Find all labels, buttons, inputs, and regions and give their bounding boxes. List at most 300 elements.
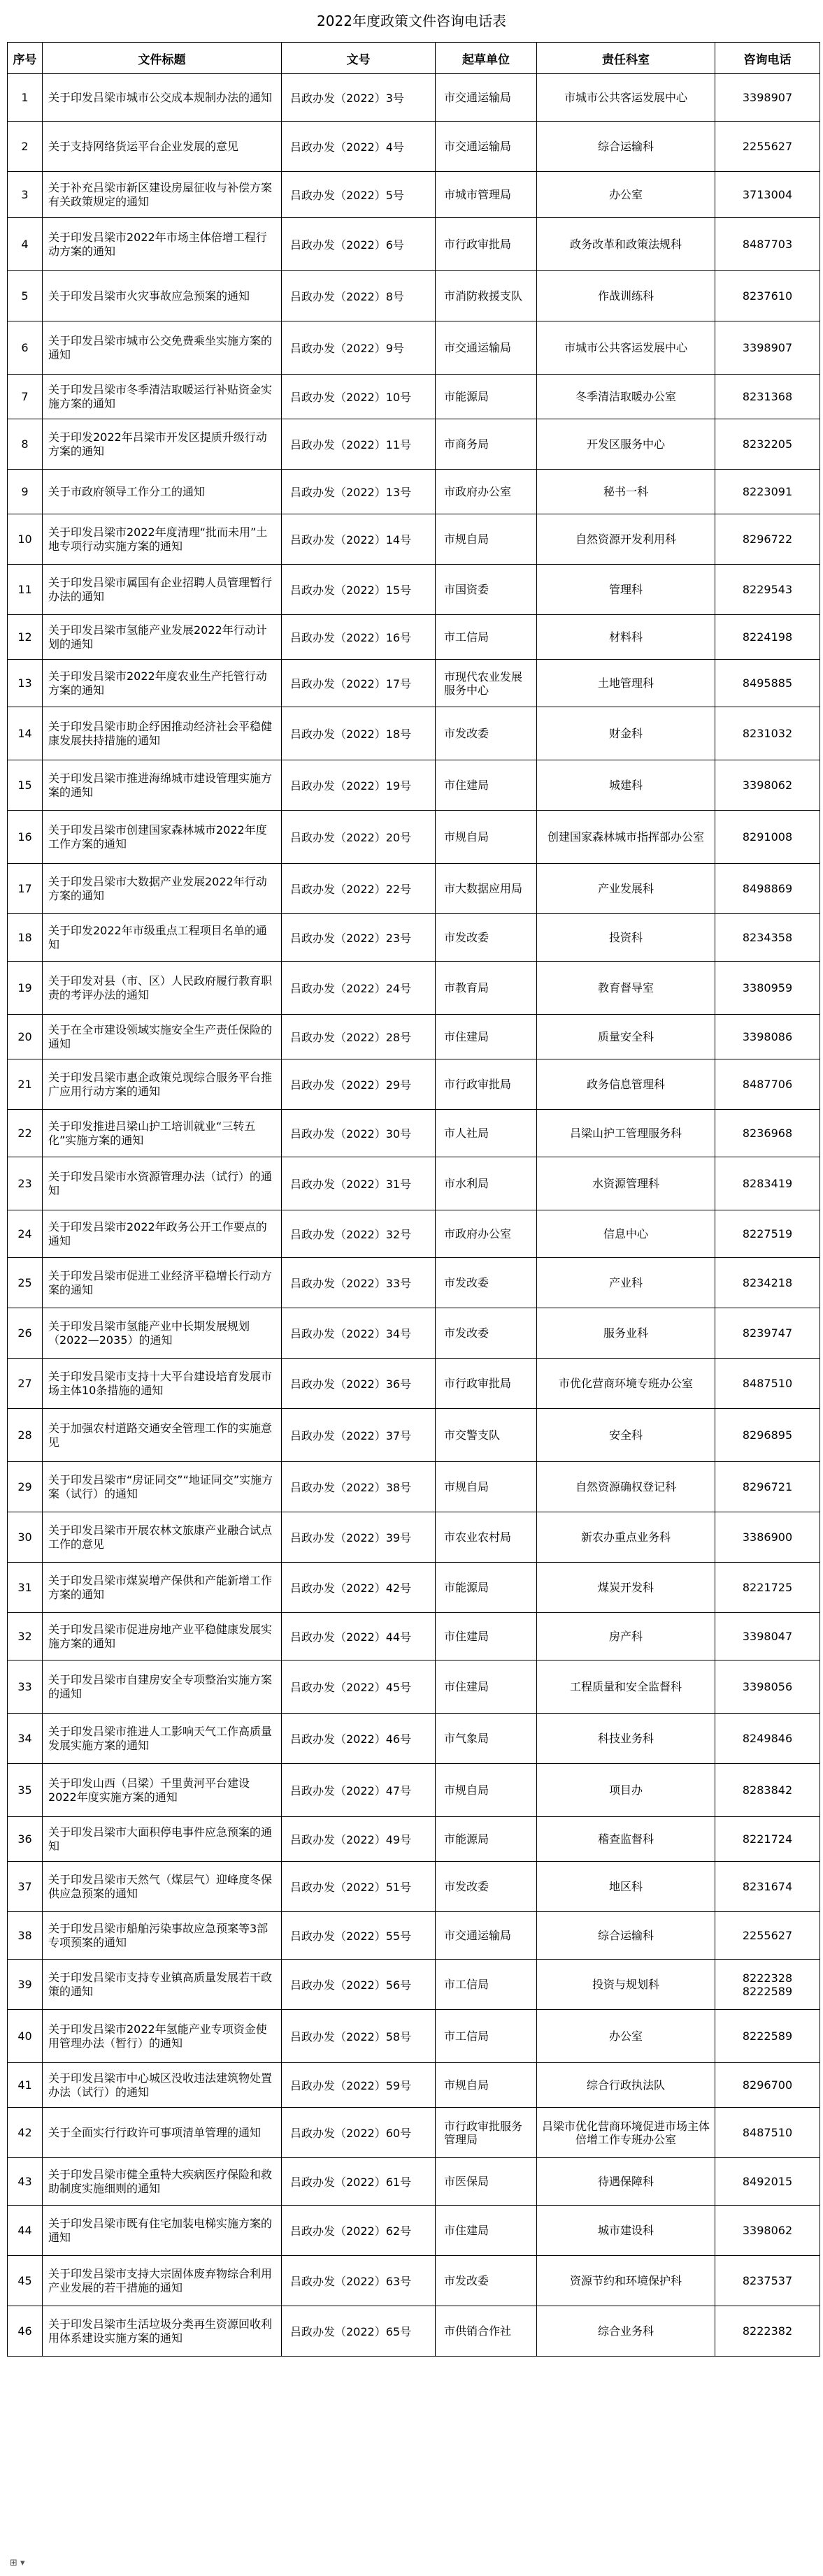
table-row <box>8 1359 820 1409</box>
doc-title: 关于印发吕梁市助企纾困推动经济社会平稳健康发展扶持措施的通知 <box>43 707 282 760</box>
row-number: 37 <box>8 1862 43 1912</box>
table-row <box>8 1157 820 1210</box>
doc-number: 吕政办发（2022）63号 <box>282 2256 436 2306</box>
table-row <box>8 2063 820 2108</box>
responsible-section: 办公室 <box>537 172 715 218</box>
responsible-section: 服务业科 <box>537 1308 715 1359</box>
doc-title: 关于印发吕梁市开展农林文旅康产业融合试点工作的意见 <box>43 1512 282 1563</box>
drafting-unit: 市发改委 <box>436 707 537 760</box>
row-number: 17 <box>8 864 43 914</box>
doc-title: 关于印发吕梁市城市公交免费乘坐实施方案的通知 <box>43 321 282 375</box>
doc-number: 吕政办发（2022）24号 <box>282 962 436 1015</box>
responsible-section: 综合运输科 <box>537 1912 715 1960</box>
table-row <box>8 962 820 1015</box>
drafting-unit: 市发改委 <box>436 1258 537 1308</box>
doc-number: 吕政办发（2022）20号 <box>282 811 436 864</box>
table-row <box>8 811 820 864</box>
row-number: 38 <box>8 1912 43 1960</box>
drafting-unit: 市消防救援支队 <box>436 271 537 321</box>
responsible-section: 水资源管理科 <box>537 1157 715 1210</box>
doc-title: 关于印发吕梁市推进海绵城市建设管理实施方案的通知 <box>43 760 282 811</box>
row-number: 10 <box>8 514 43 565</box>
phone-number: 8487510 <box>715 1359 820 1409</box>
responsible-section: 煤炭开发科 <box>537 1563 715 1613</box>
doc-title: 关于印发山西（吕梁）千里黄河平台建设2022年度实施方案的通知 <box>43 1764 282 1817</box>
responsible-section: 投资科 <box>537 914 715 962</box>
phone-number: 8237537 <box>715 2256 820 2306</box>
drafting-unit: 市政府办公室 <box>436 470 537 514</box>
row-number: 41 <box>8 2063 43 2108</box>
phone-number: 3398047 <box>715 1613 820 1660</box>
drafting-unit: 市商务局 <box>436 419 537 470</box>
drafting-unit: 市交通运输局 <box>436 122 537 172</box>
table-body <box>8 74 820 2357</box>
doc-number: 吕政办发（2022）11号 <box>282 419 436 470</box>
drafting-unit: 市工信局 <box>436 615 537 660</box>
doc-number: 吕政办发（2022）58号 <box>282 2010 436 2063</box>
row-number: 15 <box>8 760 43 811</box>
doc-number: 吕政办发（2022）14号 <box>282 514 436 565</box>
doc-title: 关于印发吕梁市2022年政务公开工作要点的通知 <box>43 1210 282 1258</box>
drafting-unit: 市教育局 <box>436 962 537 1015</box>
phone-number: 8296895 <box>715 1409 820 1462</box>
responsible-section: 城市建设科 <box>537 2206 715 2256</box>
doc-title: 关于印发吕梁市既有住宅加装电梯实施方案的通知 <box>43 2206 282 2256</box>
row-number: 19 <box>8 962 43 1015</box>
table-row <box>8 1308 820 1359</box>
drafting-unit: 市人社局 <box>436 1110 537 1157</box>
responsible-section: 资源节约和环境保护科 <box>537 2256 715 2306</box>
table-row <box>8 914 820 962</box>
table-row <box>8 2158 820 2206</box>
row-number: 44 <box>8 2206 43 2256</box>
doc-number: 吕政办发（2022）39号 <box>282 1512 436 1563</box>
doc-number: 吕政办发（2022）6号 <box>282 218 436 271</box>
row-number: 7 <box>8 375 43 419</box>
responsible-section: 办公室 <box>537 2010 715 2063</box>
header-no: 序号 <box>8 43 43 74</box>
row-number: 34 <box>8 1714 43 1764</box>
table-row <box>8 1258 820 1308</box>
row-number: 9 <box>8 470 43 514</box>
table-row <box>8 2010 820 2063</box>
row-number: 43 <box>8 2158 43 2206</box>
doc-title: 关于在全市建设领域实施安全生产责任保险的通知 <box>43 1015 282 1059</box>
responsible-section: 吕梁山护工管理服务科 <box>537 1110 715 1157</box>
doc-title: 关于印发吕梁市自建房安全专项整治实施方案的通知 <box>43 1660 282 1714</box>
phone-number: 8495885 <box>715 660 820 707</box>
doc-number: 吕政办发（2022）18号 <box>282 707 436 760</box>
doc-title: 关于印发推进吕梁山护工培训就业“三转五化”实施方案的通知 <box>43 1110 282 1157</box>
responsible-section: 房产科 <box>537 1613 715 1660</box>
doc-number: 吕政办发（2022）9号 <box>282 321 436 375</box>
responsible-section: 安全科 <box>537 1409 715 1462</box>
phone-number: 3713004 <box>715 172 820 218</box>
row-number: 35 <box>8 1764 43 1817</box>
phone-number: 8231674 <box>715 1862 820 1912</box>
table-row <box>8 2256 820 2306</box>
doc-number: 吕政办发（2022）47号 <box>282 1764 436 1817</box>
drafting-unit: 市发改委 <box>436 914 537 962</box>
table-row <box>8 2306 820 2357</box>
responsible-section: 市城市公共客运发展中心 <box>537 74 715 122</box>
table-title: 2022年度政策文件咨询电话表 <box>317 13 506 29</box>
phone-number: 8222589 <box>715 2010 820 2063</box>
doc-number: 吕政办发（2022）5号 <box>282 172 436 218</box>
responsible-section: 综合业务科 <box>537 2306 715 2357</box>
table-row <box>8 419 820 470</box>
table-row <box>8 760 820 811</box>
doc-number: 吕政办发（2022）42号 <box>282 1563 436 1613</box>
table-row <box>8 271 820 321</box>
doc-number: 吕政办发（2022）13号 <box>282 470 436 514</box>
phone-number: 8234358 <box>715 914 820 962</box>
phone-number: 8234218 <box>715 1258 820 1308</box>
doc-title: 关于印发吕梁市天然气（煤层气）迎峰度冬保供应急预案的通知 <box>43 1862 282 1912</box>
doc-title: 关于印发吕梁市船舶污染事故应急预案等3部专项预案的通知 <box>43 1912 282 1960</box>
drafting-unit: 市国资委 <box>436 565 537 615</box>
doc-title: 关于支持网络货运平台企业发展的意见 <box>43 122 282 172</box>
doc-number: 吕政办发（2022）34号 <box>282 1308 436 1359</box>
responsible-section: 新农办重点业务科 <box>537 1512 715 1563</box>
drafting-unit: 市发改委 <box>436 2256 537 2306</box>
doc-title: 关于印发吕梁市生活垃圾分类再生资源回收利用体系建设实施方案的通知 <box>43 2306 282 2357</box>
row-number: 16 <box>8 811 43 864</box>
row-number: 3 <box>8 172 43 218</box>
responsible-section: 自然资源开发利用科 <box>537 514 715 565</box>
phone-number: 8291008 <box>715 811 820 864</box>
responsible-section: 创建国家森林城市指挥部办公室 <box>537 811 715 864</box>
doc-number: 吕政办发（2022）3号 <box>282 74 436 122</box>
table-row <box>8 864 820 914</box>
table-row <box>8 1409 820 1462</box>
drafting-unit: 市交通运输局 <box>436 1912 537 1960</box>
row-number: 26 <box>8 1308 43 1359</box>
drafting-unit: 市规自局 <box>436 1764 537 1817</box>
row-number: 21 <box>8 1059 43 1110</box>
table-row <box>8 1764 820 1817</box>
drafting-unit: 市气象局 <box>436 1714 537 1764</box>
table-row <box>8 218 820 271</box>
table-row <box>8 172 820 218</box>
phone-number: 8296722 <box>715 514 820 565</box>
drafting-unit: 市行政审批局 <box>436 1059 537 1110</box>
responsible-section: 科技业务科 <box>537 1714 715 1764</box>
doc-number: 吕政办发（2022）16号 <box>282 615 436 660</box>
row-number: 31 <box>8 1563 43 1613</box>
responsible-section: 财金科 <box>537 707 715 760</box>
doc-number: 吕政办发（2022）38号 <box>282 1462 436 1512</box>
responsible-section: 开发区服务中心 <box>537 419 715 470</box>
table-row <box>8 1462 820 1512</box>
doc-number: 吕政办发（2022）59号 <box>282 2063 436 2108</box>
table-row <box>8 1210 820 1258</box>
drafting-unit: 市住建局 <box>436 760 537 811</box>
phone-number: 8231032 <box>715 707 820 760</box>
table-row <box>8 1660 820 1714</box>
table-row <box>8 1512 820 1563</box>
row-number: 40 <box>8 2010 43 2063</box>
table-row <box>8 1817 820 1862</box>
drafting-unit: 市发改委 <box>436 1308 537 1359</box>
phone-number: 8236968 <box>715 1110 820 1157</box>
row-number: 23 <box>8 1157 43 1210</box>
phone-number: 3398056 <box>715 1660 820 1714</box>
phone-number: 8283419 <box>715 1157 820 1210</box>
drafting-unit: 市规自局 <box>436 2063 537 2108</box>
doc-title: 关于印发吕梁市推进人工影响天气工作高质量发展实施方案的通知 <box>43 1714 282 1764</box>
phone-number: 8283842 <box>715 1764 820 1817</box>
responsible-section: 信息中心 <box>537 1210 715 1258</box>
doc-title: 关于印发吕梁市2022年市场主体倍增工程行动方案的通知 <box>43 218 282 271</box>
phone-number: 8221725 <box>715 1563 820 1613</box>
phone-number: 8487510 <box>715 2108 820 2158</box>
row-number: 42 <box>8 2108 43 2158</box>
row-number: 36 <box>8 1817 43 1862</box>
doc-title: 关于印发吕梁市2022年度清理“批而未用”土地专项行动实施方案的通知 <box>43 514 282 565</box>
responsible-section: 稽查监督科 <box>537 1817 715 1862</box>
doc-title: 关于印发吕梁市支持专业镇高质量发展若干政策的通知 <box>43 1960 282 2010</box>
doc-title: 关于加强农村道路交通安全管理工作的实施意见 <box>43 1409 282 1462</box>
drafting-unit: 市发改委 <box>436 1862 537 1912</box>
doc-number: 吕政办发（2022）46号 <box>282 1714 436 1764</box>
row-number: 2 <box>8 122 43 172</box>
drafting-unit: 市规自局 <box>436 1462 537 1512</box>
doc-title: 关于印发吕梁市大面积停电事件应急预案的通知 <box>43 1817 282 1862</box>
phone-number: 3398907 <box>715 321 820 375</box>
phone-number: 8229543 <box>715 565 820 615</box>
phone-number: 8227519 <box>715 1210 820 1258</box>
responsible-section: 市城市公共客运发展中心 <box>537 321 715 375</box>
doc-title: 关于印发2022年吕梁市开发区提质升级行动方案的通知 <box>43 419 282 470</box>
responsible-section: 市优化营商环境专班办公室 <box>537 1359 715 1409</box>
responsible-section: 吕梁市优化营商环境促进市场主体倍增工作专班办公室 <box>537 2108 715 2158</box>
responsible-section: 作战训练科 <box>537 271 715 321</box>
responsible-section: 土地管理科 <box>537 660 715 707</box>
drafting-unit: 市交通运输局 <box>436 321 537 375</box>
drafting-unit: 市住建局 <box>436 1660 537 1714</box>
table-row <box>8 74 820 122</box>
phone-number: 8221724 <box>715 1817 820 1862</box>
doc-number: 吕政办发（2022）36号 <box>282 1359 436 1409</box>
row-number: 32 <box>8 1613 43 1660</box>
row-number: 28 <box>8 1409 43 1462</box>
row-number: 24 <box>8 1210 43 1258</box>
phone-number: 8296700 <box>715 2063 820 2108</box>
responsible-section: 工程质量和安全监督科 <box>537 1660 715 1714</box>
row-number: 14 <box>8 707 43 760</box>
table-row <box>8 2108 820 2158</box>
phone-number: 8222382 <box>715 2306 820 2357</box>
drafting-unit: 市工信局 <box>436 2010 537 2063</box>
phone-number: 8223091 <box>715 470 820 514</box>
table-row <box>8 1110 820 1157</box>
responsible-section: 项目办 <box>537 1764 715 1817</box>
doc-title: 关于印发吕梁市支持十大平台建设培育发展市场主体10条措施的通知 <box>43 1359 282 1409</box>
table-row <box>8 2206 820 2256</box>
drafting-unit: 市现代农业发展服务中心 <box>436 660 537 707</box>
responsible-section: 产业发展科 <box>537 864 715 914</box>
table-header-row <box>8 43 820 74</box>
doc-title: 关于印发吕梁市支持大宗固体废弃物综合利用产业发展的若干措施的通知 <box>43 2256 282 2306</box>
doc-number: 吕政办发（2022）65号 <box>282 2306 436 2357</box>
row-number: 8 <box>8 419 43 470</box>
phone-number: 8237610 <box>715 271 820 321</box>
doc-number: 吕政办发（2022）10号 <box>282 375 436 419</box>
responsible-section: 管理科 <box>537 565 715 615</box>
drafting-unit: 市交通运输局 <box>436 74 537 122</box>
doc-number: 吕政办发（2022）28号 <box>282 1015 436 1059</box>
drafting-unit: 市规自局 <box>436 514 537 565</box>
drafting-unit: 市住建局 <box>436 1015 537 1059</box>
doc-title: 关于印发吕梁市“房证同交”“地证同交”实施方案（试行）的通知 <box>43 1462 282 1512</box>
responsible-section: 材料科 <box>537 615 715 660</box>
phone-number: 8231368 <box>715 375 820 419</box>
responsible-section: 城建科 <box>537 760 715 811</box>
table-row <box>8 321 820 375</box>
responsible-section: 政务信息管理科 <box>537 1059 715 1110</box>
doc-title: 关于印发吕梁市健全重特大疾病医疗保险和救助制度实施细则的通知 <box>43 2158 282 2206</box>
doc-number: 吕政办发（2022）19号 <box>282 760 436 811</box>
doc-number: 吕政办发（2022）56号 <box>282 1960 436 2010</box>
doc-title: 关于印发吕梁市促进工业经济平稳增长行动方案的通知 <box>43 1258 282 1308</box>
table-row <box>8 565 820 615</box>
table-row <box>8 615 820 660</box>
table-row <box>8 122 820 172</box>
doc-number: 吕政办发（2022）15号 <box>282 565 436 615</box>
phone-number: 2255627 <box>715 1912 820 1960</box>
phone-number: 2255627 <box>715 122 820 172</box>
doc-title: 关于印发吕梁市促进房地产业平稳健康发展实施方案的通知 <box>43 1613 282 1660</box>
row-number: 27 <box>8 1359 43 1409</box>
doc-title: 关于印发吕梁市惠企政策兑现综合服务平台推广应用行动方案的通知 <box>43 1059 282 1110</box>
drafting-unit: 市行政审批局 <box>436 1359 537 1409</box>
responsible-section: 冬季清洁取暖办公室 <box>537 375 715 419</box>
table-row <box>8 1912 820 1960</box>
row-number: 29 <box>8 1462 43 1512</box>
doc-title: 关于印发吕梁市属国有企业招聘人员管理暂行办法的通知 <box>43 565 282 615</box>
drafting-unit: 市行政审批服务管理局 <box>436 2108 537 2158</box>
drafting-unit: 市政府办公室 <box>436 1210 537 1258</box>
phone-number: 3380959 <box>715 962 820 1015</box>
responsible-section: 地区科 <box>537 1862 715 1912</box>
responsible-section: 产业科 <box>537 1258 715 1308</box>
policy-contact-table <box>7 42 820 2357</box>
drafting-unit: 市交警支队 <box>436 1409 537 1462</box>
drafting-unit: 市能源局 <box>436 375 537 419</box>
phone-number: 3398062 <box>715 760 820 811</box>
responsible-section: 政务改革和政策法规科 <box>537 218 715 271</box>
row-number: 12 <box>8 615 43 660</box>
doc-title: 关于印发吕梁市2022年氢能产业专项资金使用管理办法（暂行）的通知 <box>43 2010 282 2063</box>
doc-number: 吕政办发（2022）17号 <box>282 660 436 707</box>
responsible-section: 待遇保障科 <box>537 2158 715 2206</box>
table-row <box>8 514 820 565</box>
phone-number: 8239747 <box>715 1308 820 1359</box>
doc-number: 吕政办发（2022）4号 <box>282 122 436 172</box>
row-number: 6 <box>8 321 43 375</box>
table-row <box>8 1015 820 1059</box>
doc-number: 吕政办发（2022）49号 <box>282 1817 436 1862</box>
phone-number: 3398062 <box>715 2206 820 2256</box>
header-responsible-section: 责任科室 <box>537 43 715 74</box>
phone-number: 8296721 <box>715 1462 820 1512</box>
responsible-section: 投资与规划科 <box>537 1960 715 2010</box>
doc-number: 吕政办发（2022）32号 <box>282 1210 436 1258</box>
phone-number: 8487706 <box>715 1059 820 1110</box>
row-number: 13 <box>8 660 43 707</box>
row-number: 45 <box>8 2256 43 2306</box>
header-title: 文件标题 <box>43 43 282 74</box>
doc-title: 关于全面实行行政许可事项清单管理的通知 <box>43 2108 282 2158</box>
doc-title: 关于印发2022年市级重点工程项目名单的通知 <box>43 914 282 962</box>
drafting-unit: 市大数据应用局 <box>436 864 537 914</box>
drafting-unit: 市工信局 <box>436 1960 537 2010</box>
row-number: 4 <box>8 218 43 271</box>
doc-number: 吕政办发（2022）60号 <box>282 2108 436 2158</box>
doc-number: 吕政办发（2022）30号 <box>282 1110 436 1157</box>
row-number: 1 <box>8 74 43 122</box>
doc-number: 吕政办发（2022）23号 <box>282 914 436 962</box>
phone-number: 8492015 <box>715 2158 820 2206</box>
responsible-section: 教育督导室 <box>537 962 715 1015</box>
doc-title: 关于印发吕梁市城市公交成本规制办法的通知 <box>43 74 282 122</box>
doc-title: 关于印发吕梁市创建国家森林城市2022年度工作方案的通知 <box>43 811 282 864</box>
row-number: 18 <box>8 914 43 962</box>
row-number: 39 <box>8 1960 43 2010</box>
responsible-section: 秘书一科 <box>537 470 715 514</box>
row-number: 20 <box>8 1015 43 1059</box>
drafting-unit: 市住建局 <box>436 2206 537 2256</box>
doc-title: 关于印发吕梁市火灾事故应急预案的通知 <box>43 271 282 321</box>
doc-number: 吕政办发（2022）33号 <box>282 1258 436 1308</box>
doc-title: 关于印发吕梁市冬季清洁取暖运行补贴资金实施方案的通知 <box>43 375 282 419</box>
doc-title: 关于印发吕梁市氢能产业发展2022年行动计划的通知 <box>43 615 282 660</box>
drafting-unit: 市供销合作社 <box>436 2306 537 2357</box>
table-row <box>8 1613 820 1660</box>
phone-number: 3386900 <box>715 1512 820 1563</box>
phone-number: 8498869 <box>715 864 820 914</box>
table-row <box>8 1862 820 1912</box>
drafting-unit: 市规自局 <box>436 811 537 864</box>
doc-number: 吕政办发（2022）45号 <box>282 1660 436 1714</box>
phone-number: 8249846 <box>715 1714 820 1764</box>
doc-title: 关于印发吕梁市2022年度农业生产托管行动方案的通知 <box>43 660 282 707</box>
doc-title: 关于印发吕梁市氢能产业中长期发展规划（2022—2035）的通知 <box>43 1308 282 1359</box>
phone-number: 3398086 <box>715 1015 820 1059</box>
doc-title: 关于补充吕梁市新区建设房屋征收与补偿方案有关政策规定的通知 <box>43 172 282 218</box>
doc-title: 关于印发吕梁市水资源管理办法（试行）的通知 <box>43 1157 282 1210</box>
doc-number: 吕政办发（2022）62号 <box>282 2206 436 2256</box>
phone-number: 8222328 8222589 <box>715 1960 820 2010</box>
doc-number: 吕政办发（2022）37号 <box>282 1409 436 1462</box>
table-row <box>8 375 820 419</box>
doc-title: 关于印发吕梁市中心城区没收违法建筑物处置办法（试行）的通知 <box>43 2063 282 2108</box>
doc-number: 吕政办发（2022）51号 <box>282 1862 436 1912</box>
header-phone: 咨询电话 <box>715 43 820 74</box>
row-number: 30 <box>8 1512 43 1563</box>
doc-title: 关于印发吕梁市大数据产业发展2022年行动方案的通知 <box>43 864 282 914</box>
drafting-unit: 市水利局 <box>436 1157 537 1210</box>
responsible-section: 综合行政执法队 <box>537 2063 715 2108</box>
sheet-footer-icon[interactable]: ⊞ ▾ <box>10 2558 25 2568</box>
header-drafting-unit: 起草单位 <box>436 43 537 74</box>
phone-number: 3398907 <box>715 74 820 122</box>
drafting-unit: 市住建局 <box>436 1613 537 1660</box>
doc-title: 关于印发对县（市、区）人民政府履行教育职责的考评办法的通知 <box>43 962 282 1015</box>
doc-number: 吕政办发（2022）29号 <box>282 1059 436 1110</box>
table-row <box>8 1563 820 1613</box>
